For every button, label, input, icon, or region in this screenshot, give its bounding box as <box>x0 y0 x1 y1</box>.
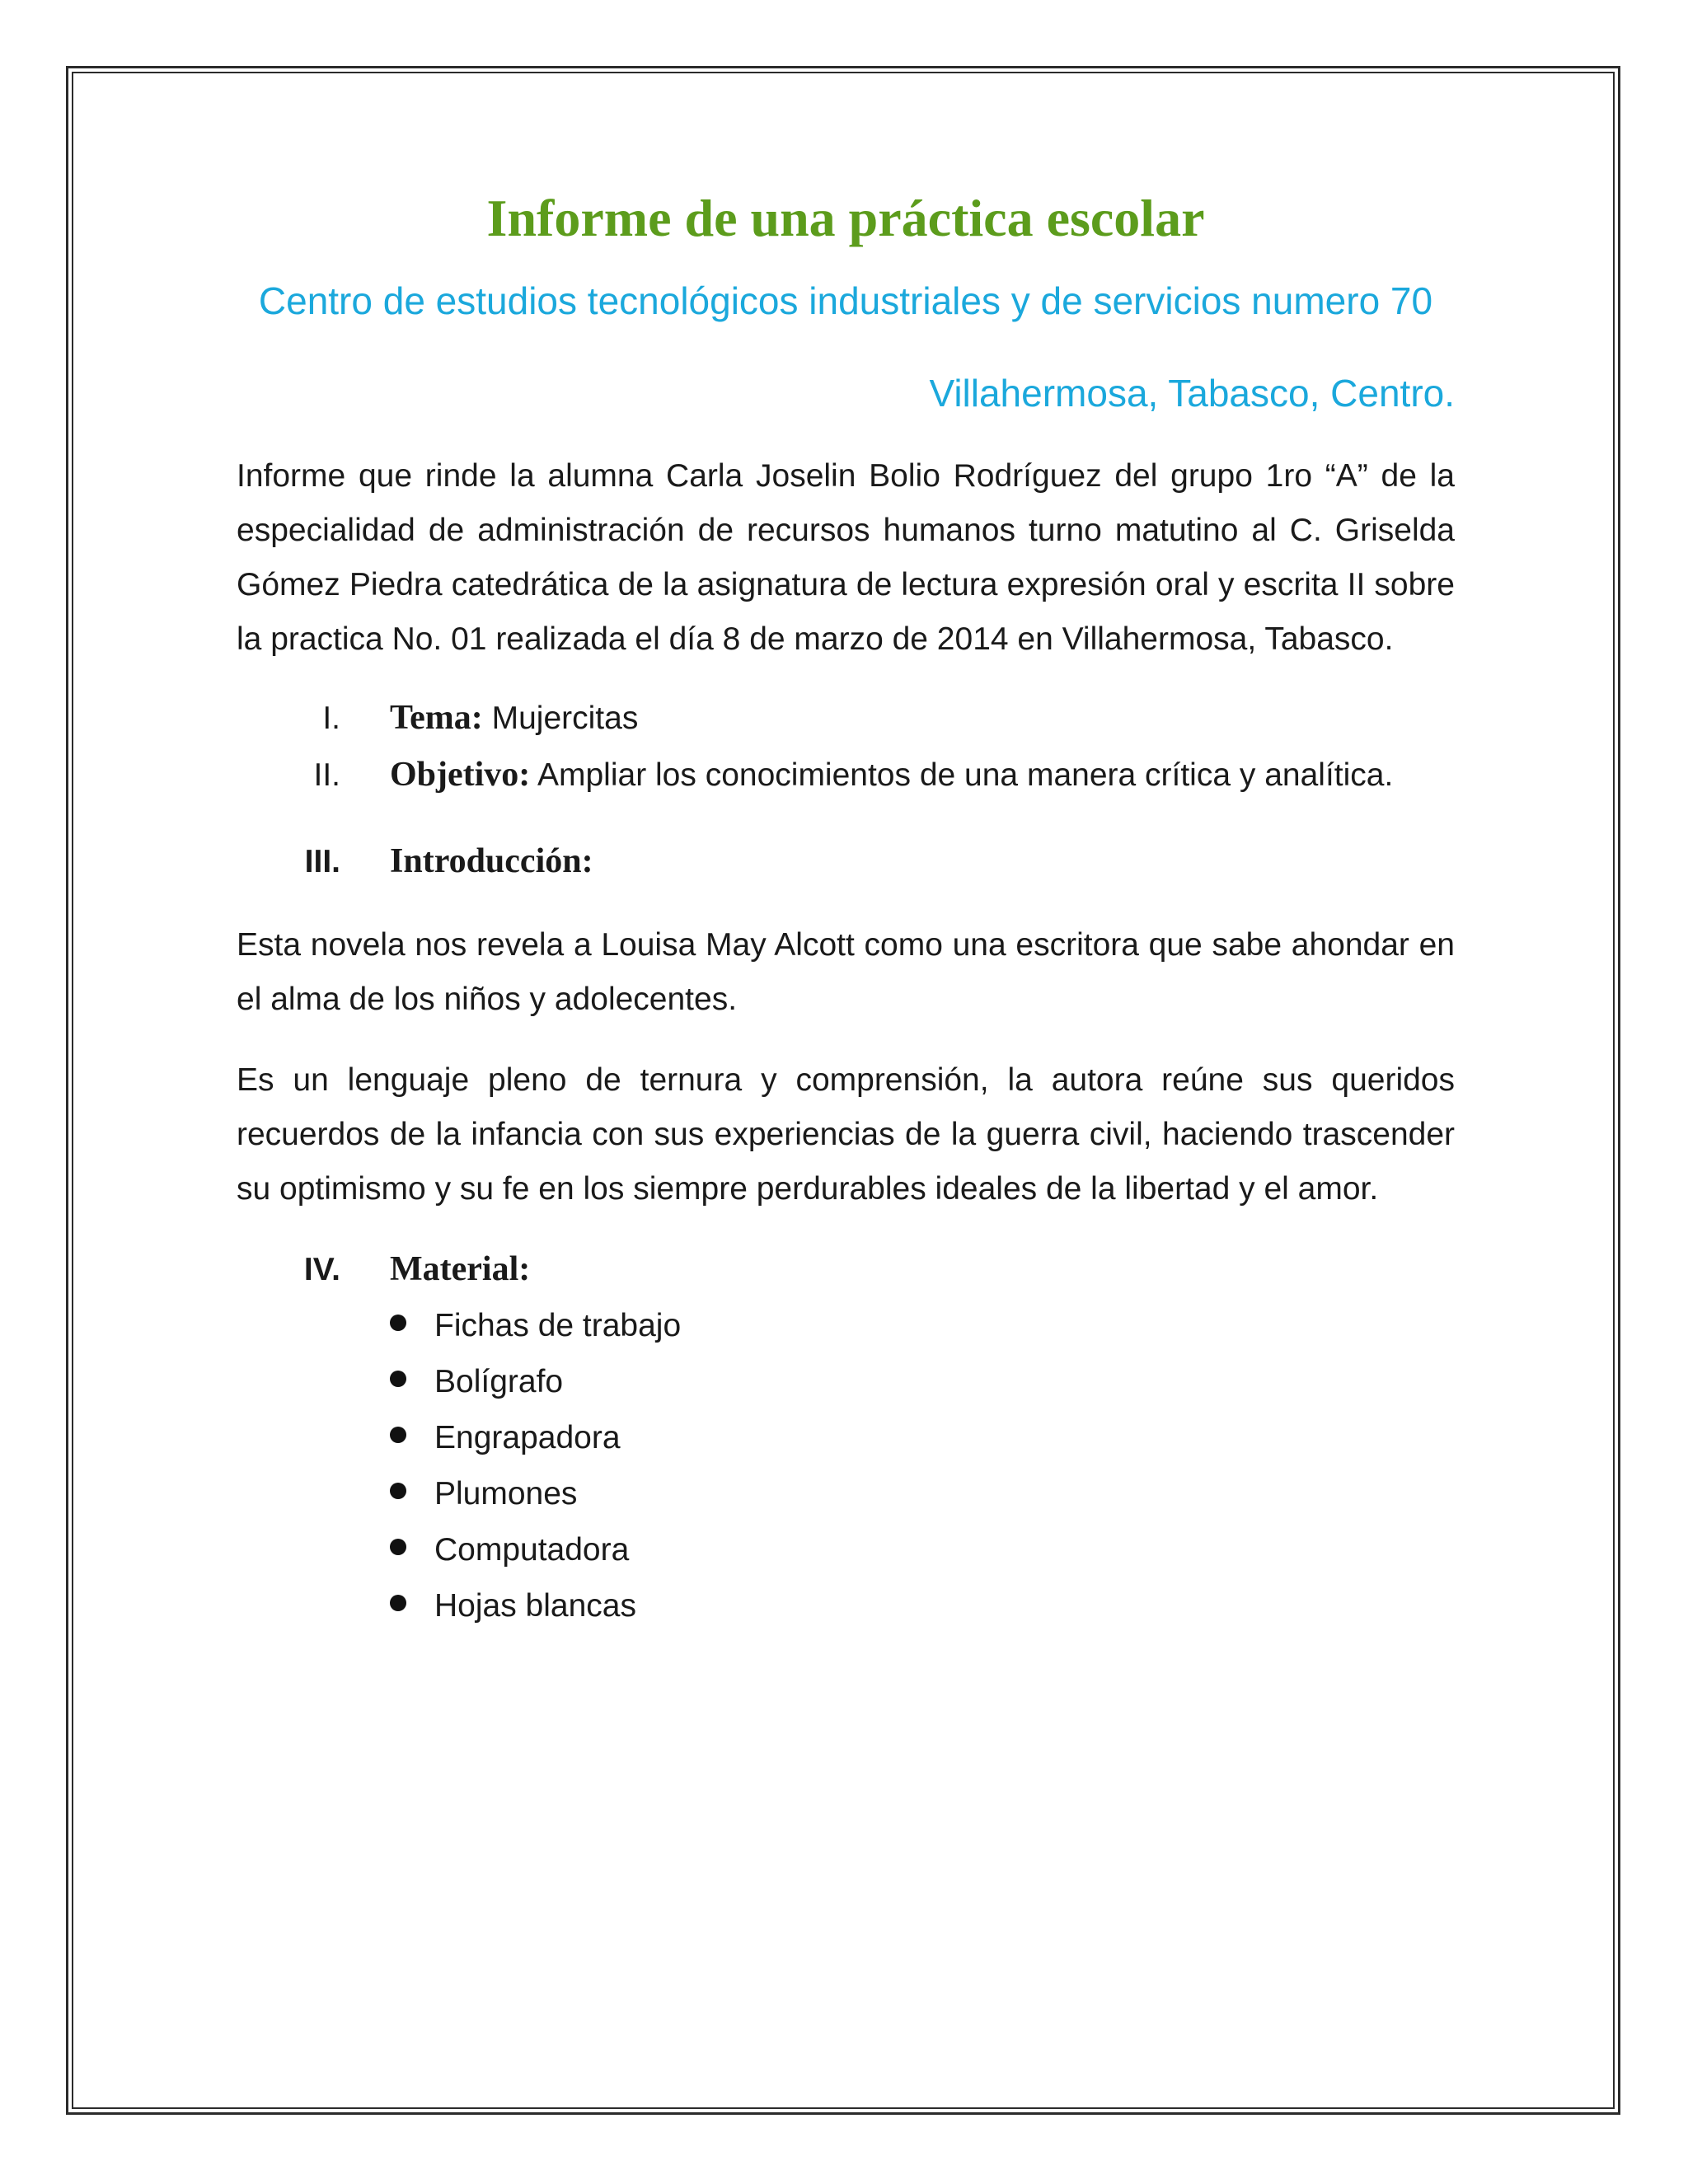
section-value: Mujercitas <box>491 700 639 736</box>
material-item-label: Computadora <box>434 1531 630 1568</box>
section-label: Tema: <box>390 698 483 737</box>
list-item <box>390 1466 1455 1522</box>
section-objetivo <box>237 747 1455 804</box>
list-item <box>390 1578 1455 1634</box>
bullet-icon <box>390 1315 406 1331</box>
material-item-label: Hojas blancas <box>434 1587 636 1624</box>
bullet-icon <box>390 1595 406 1611</box>
list-item <box>390 1354 1455 1410</box>
section-numeral: IV. <box>303 1251 340 1287</box>
document-title: Informe de una práctica escolar <box>486 189 1205 247</box>
section-label: Introducción: <box>390 841 593 880</box>
section-numeral: III. <box>304 843 340 879</box>
bullet-icon <box>390 1371 406 1387</box>
intro-paragraph-1: Esta novela nos revela a Louisa May Alcott como una escritora que sabe ahondar en el alma de los niños y adolecentes. <box>237 926 1455 1017</box>
section-value: Ampliar los conocimientos de una manera crítica y analítica. <box>537 757 1394 793</box>
section-label: Objetivo: <box>390 755 531 794</box>
material-item-label: Fichas de trabajo <box>434 1307 682 1343</box>
location: Villahermosa, Tabasco, Centro. <box>929 371 1455 415</box>
section-label: Material: <box>390 1249 531 1288</box>
school-name: Centro de estudios tecnológicos industriales y de servicios numero 70 <box>258 279 1433 322</box>
page-content <box>237 185 1455 1634</box>
section-body <box>390 690 638 747</box>
section-body <box>390 747 1393 804</box>
outline-list <box>237 690 1455 890</box>
list-item <box>390 1522 1455 1578</box>
section-tema <box>237 690 1455 747</box>
bullet-icon <box>390 1427 406 1443</box>
section-numeral: II. <box>313 757 340 793</box>
section-material-heading <box>237 1241 1455 1298</box>
section-numeral: I. <box>322 700 340 736</box>
bullet-icon <box>390 1539 406 1555</box>
section-introduccion-heading <box>237 833 1455 890</box>
material-item-label: Bolígrafo <box>434 1363 564 1399</box>
intro-paragraph-2: Es un lenguaje pleno de ternura y comprensión, la autora reúne sus queridos recuerdos de la infancia con sus experiencias de la guerra civil, haciendo trascender su optimismo y su fe en los siempre perdurables ideales de la libertad y el amor. <box>237 1062 1455 1207</box>
material-list <box>237 1298 1455 1634</box>
material-item-label: Plumones <box>434 1475 578 1511</box>
list-item <box>390 1298 1455 1354</box>
material-item-label: Engrapadora <box>434 1419 621 1455</box>
list-item <box>390 1410 1455 1466</box>
bullet-icon <box>390 1483 406 1499</box>
report-paragraph: Informe que rinde la alumna Carla Joselin Bolio Rodríguez del grupo 1ro “A” de la especialidad de administración de recursos humanos turno matutino al C. Griselda Gómez Piedra catedrática de la asignatura de lectura expresión oral y escrita II sobre la practica No. 01 realizada el día 8 de marzo de 2014 en Villahermosa, Tabasco. <box>237 457 1455 657</box>
